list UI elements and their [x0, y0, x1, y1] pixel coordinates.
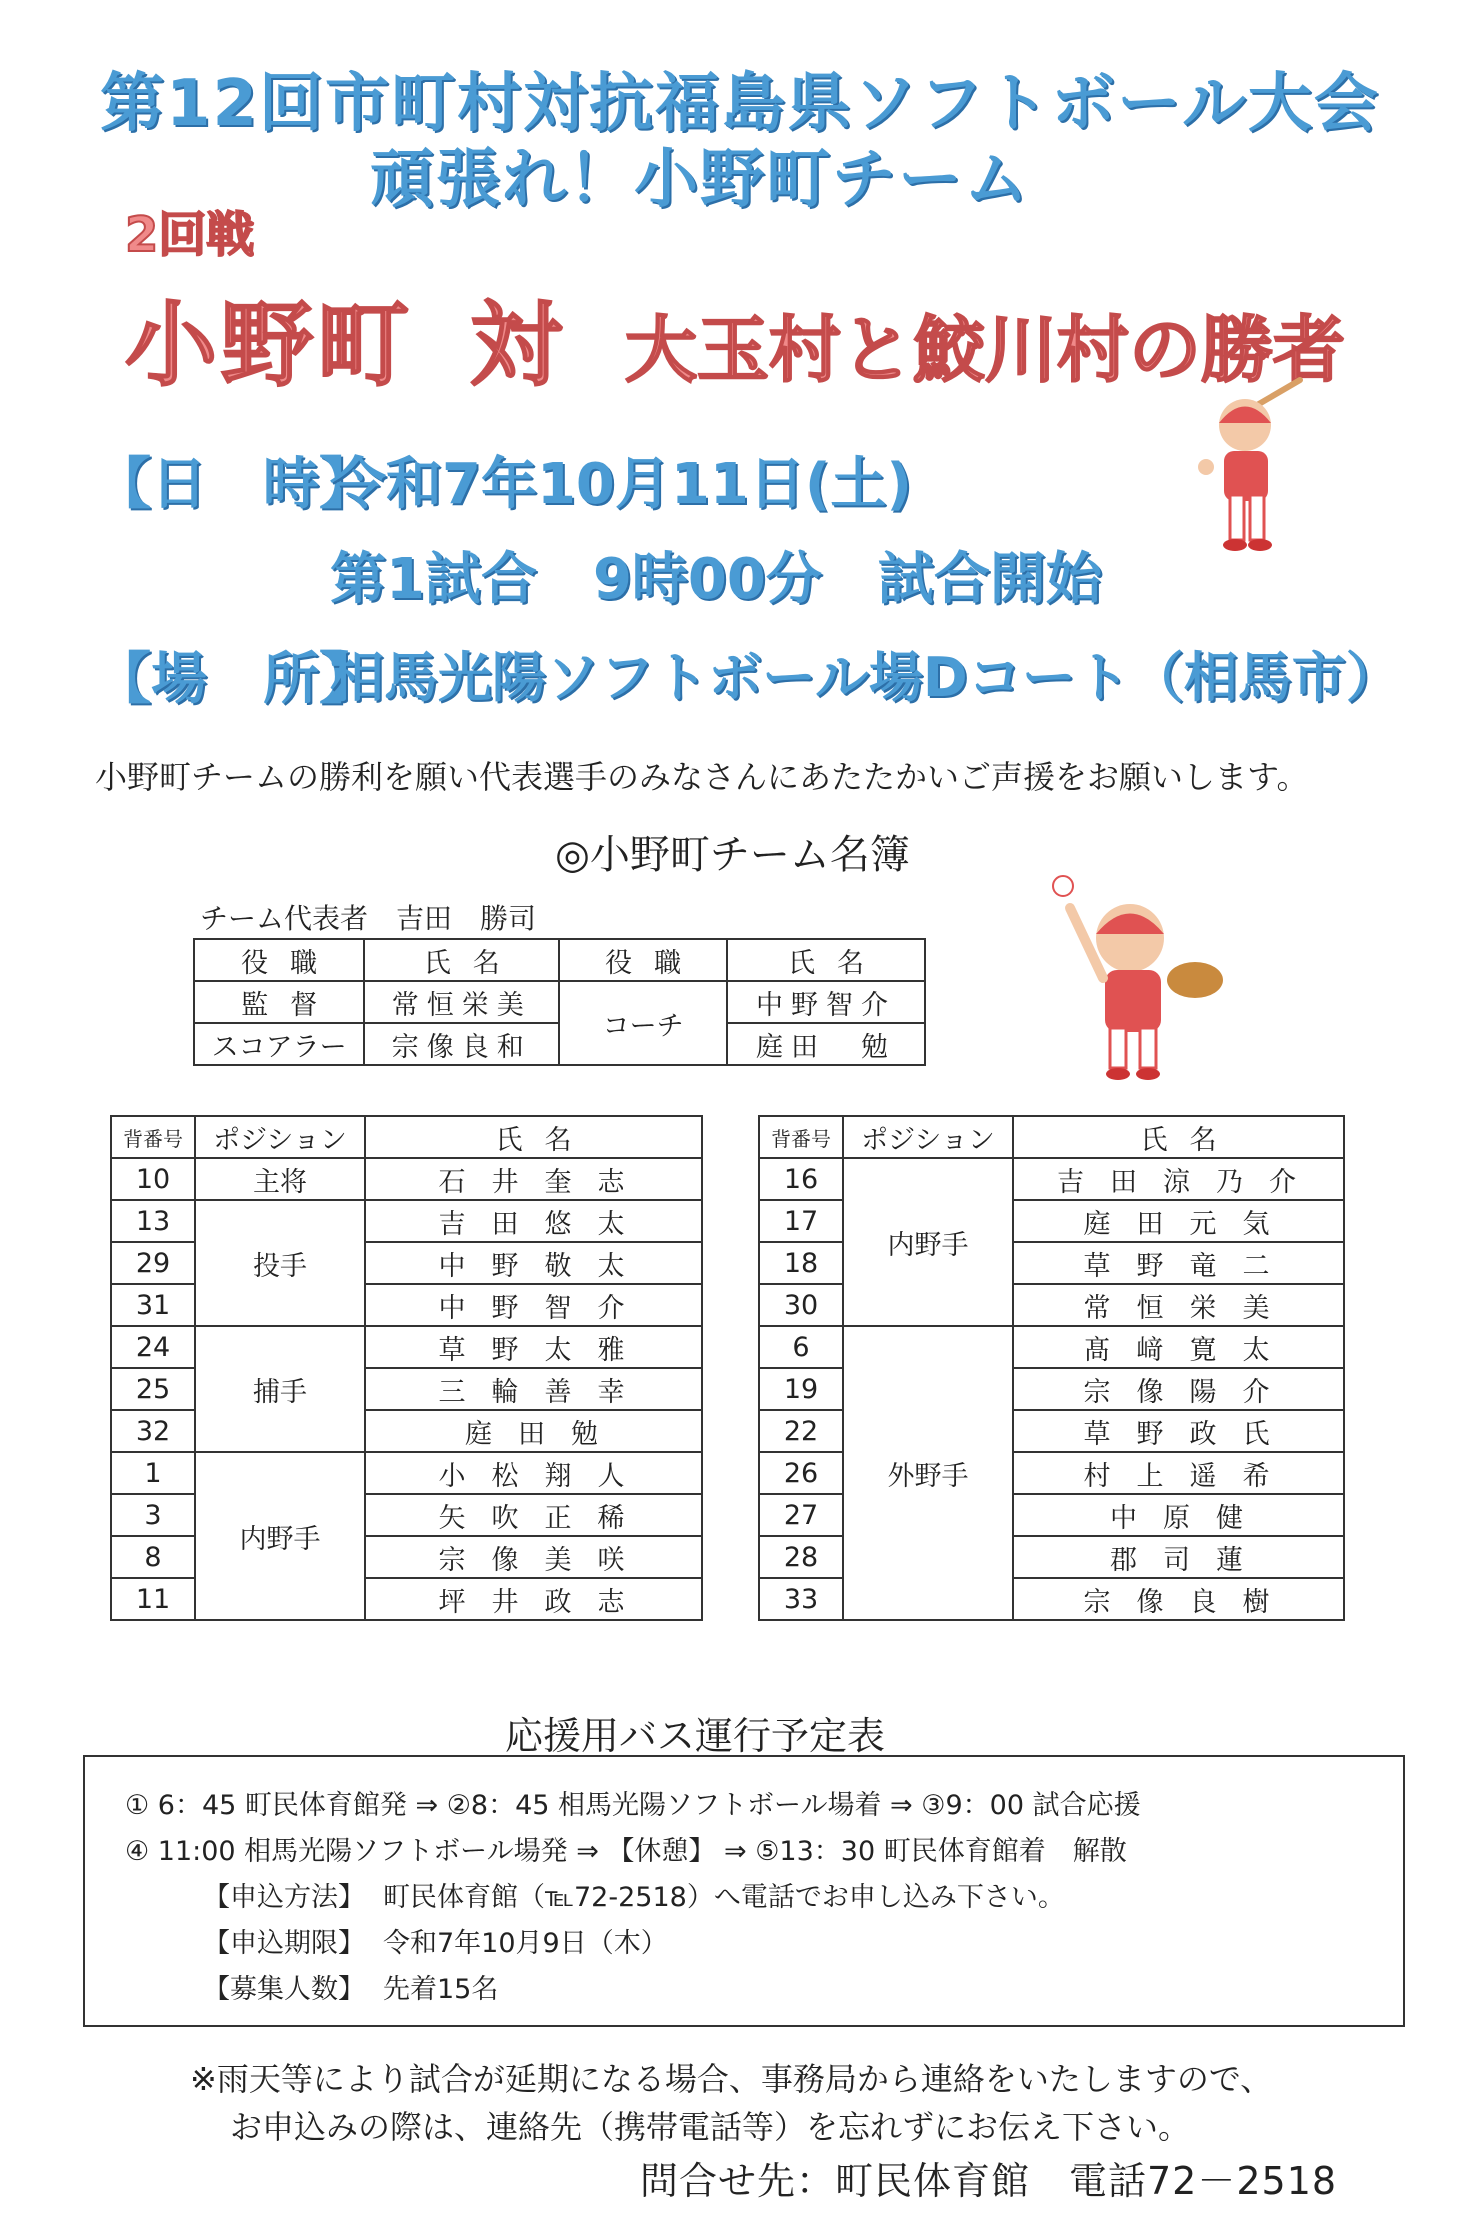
capacity: 先着15名 [383, 1974, 499, 2005]
player-name: 坪井政志 [365, 1578, 702, 1620]
table-row [111, 1200, 702, 1242]
player-name: 中野智介 [365, 1284, 702, 1326]
place-label: 【場 所】 [95, 647, 375, 712]
table-row [759, 1326, 1344, 1368]
player-name: 石井奎志 [365, 1158, 702, 1200]
apply-deadline-label: 【申込期限】 [203, 1928, 365, 1959]
table-row [111, 1158, 702, 1200]
opponent-label: 大玉村と鮫川村の勝者 [625, 308, 1346, 392]
staff-role: スコアラー [194, 1023, 364, 1065]
title-line2: 頑張れ！小野町チーム [370, 143, 1030, 217]
notice-line2: お申込みの際は、連絡先（携帯電話等）を忘れずにお伝え下さい。 [230, 2108, 1191, 2146]
player-number: 29 [111, 1242, 195, 1284]
support-message: 小野町チームの勝利を願い代表選手のみなさんにあたたかいご声援をお願いします。 [95, 758, 1309, 796]
coach-name: 中野智介 [727, 981, 925, 1023]
player-number: 11 [111, 1578, 195, 1620]
coach-name: 庭田 勉 [727, 1023, 925, 1065]
player-number: 10 [111, 1158, 195, 1200]
player-name: 吉田涼乃介 [1013, 1158, 1344, 1200]
staff-name: 常恒栄美 [364, 981, 559, 1023]
bus-schedule-box [83, 1755, 1405, 2027]
header-name: 氏名 [727, 939, 925, 981]
header-name: 氏名 [364, 939, 559, 981]
header-position: ポジション [843, 1116, 1013, 1158]
player-name: 草野竜二 [1013, 1242, 1344, 1284]
header-name: 氏名 [1013, 1116, 1344, 1158]
player-name: 宗像良樹 [1013, 1578, 1344, 1620]
date-label: 【日 時】 [95, 452, 375, 517]
player-position: 内野手 [843, 1158, 1013, 1326]
player-number: 31 [111, 1284, 195, 1326]
player-name: 宗像美咲 [365, 1536, 702, 1578]
player-number: 22 [759, 1410, 843, 1452]
apply-deadline: 令和7年10月9日（木） [383, 1928, 668, 1959]
contact-info: 問合せ先：町民体育館 電話72－2518 [640, 2159, 1338, 2203]
player-name: 小松翔人 [365, 1452, 702, 1494]
player-position: 内野手 [195, 1452, 365, 1620]
header-position: ポジション [195, 1116, 365, 1158]
player-name: 郡司蓮 [1013, 1536, 1344, 1578]
player-number: 1 [111, 1452, 195, 1494]
place-value: 相馬光陽ソフトボール場Dコート（相馬市） [330, 646, 1400, 709]
player-number: 6 [759, 1326, 843, 1368]
team-representative: チーム代表者 吉田 勝司 [200, 902, 537, 935]
staff-table [193, 938, 926, 1066]
players-table-right [758, 1115, 1345, 1621]
player-number: 24 [111, 1326, 195, 1368]
apply-method-label: 【申込方法】 [203, 1882, 365, 1913]
header-number: 背番号 [111, 1116, 195, 1158]
player-name: 常恒栄美 [1013, 1284, 1344, 1326]
player-name: 村上遥希 [1013, 1452, 1344, 1494]
player-number: 27 [759, 1494, 843, 1536]
player-position: 捕手 [195, 1326, 365, 1452]
player-name: 庭田元気 [1013, 1200, 1344, 1242]
bus-line-2: ④ 11:00 相馬光陽ソフトボール場発 ⇒ 【休憩】 ⇒ ⑤13：30 町民体育館着 解散 [125, 1836, 1127, 1867]
player-name: 草野政氏 [1013, 1410, 1344, 1452]
table-row [111, 1452, 702, 1494]
player-position: 主将 [195, 1158, 365, 1200]
header-number: 背番号 [759, 1116, 843, 1158]
player-name: 矢吹正稀 [365, 1494, 702, 1536]
player-number: 3 [111, 1494, 195, 1536]
player-number: 32 [111, 1410, 195, 1452]
player-position: 投手 [195, 1200, 365, 1326]
player-number: 33 [759, 1578, 843, 1620]
title-line1: 第12回市町村対抗福島県ソフトボール大会 [100, 67, 1380, 141]
player-name: 草野太雅 [365, 1326, 702, 1368]
staff-role: 監督 [194, 981, 364, 1023]
header-role: 役職 [559, 939, 727, 981]
player-number: 28 [759, 1536, 843, 1578]
player-name: 中野敬太 [365, 1242, 702, 1284]
date-value: 令和7年10月11日(土) [330, 452, 913, 517]
player-name: 宗像陽介 [1013, 1368, 1344, 1410]
capacity-label: 【募集人数】 [203, 1974, 365, 2005]
table-row [759, 1158, 1344, 1200]
player-number: 13 [111, 1200, 195, 1242]
versus-label: 対 [470, 292, 567, 399]
home-team: 小野町 [125, 292, 414, 399]
player-number: 30 [759, 1284, 843, 1326]
bus-title: 応援用バス運行予定表 [505, 1714, 886, 1758]
player-position: 外野手 [843, 1326, 1013, 1620]
player-number: 19 [759, 1368, 843, 1410]
player-name: 三輪善幸 [365, 1368, 702, 1410]
player-number: 26 [759, 1452, 843, 1494]
catcher-illustration [1045, 868, 1235, 1088]
player-name: 中原健 [1013, 1494, 1344, 1536]
players-table-left [110, 1115, 703, 1621]
player-name: 吉田悠太 [365, 1200, 702, 1242]
batter-illustration [1180, 375, 1320, 565]
bus-line-1: ① 6：45 町民体育館発 ⇒ ②8：45 相馬光陽ソフトボール場着 ⇒ ③9：00 試合応援 [125, 1790, 1141, 1821]
notice-line1: ※雨天等により試合が延期になる場合、事務局から連絡をいたしますので、 [190, 2060, 1273, 2098]
header-role: 役職 [194, 939, 364, 981]
player-number: 25 [111, 1368, 195, 1410]
player-name: 髙﨑寛太 [1013, 1326, 1344, 1368]
table-row [111, 1326, 702, 1368]
player-number: 8 [111, 1536, 195, 1578]
apply-method: 町民体育館（℡72-2518）へ電話でお申し込み下さい。 [383, 1882, 1065, 1913]
header-name: 氏名 [365, 1116, 702, 1158]
player-number: 18 [759, 1242, 843, 1284]
player-number: 16 [759, 1158, 843, 1200]
staff-name: 宗像良和 [364, 1023, 559, 1065]
round-label: 2回戦 [125, 207, 255, 263]
player-number: 17 [759, 1200, 843, 1242]
roster-title: ◎小野町チーム名簿 [555, 832, 910, 878]
player-name: 庭田勉 [365, 1410, 702, 1452]
game-time: 第1試合 9時00分 試合開始 [330, 547, 1102, 612]
coach-role: コーチ [559, 981, 727, 1065]
